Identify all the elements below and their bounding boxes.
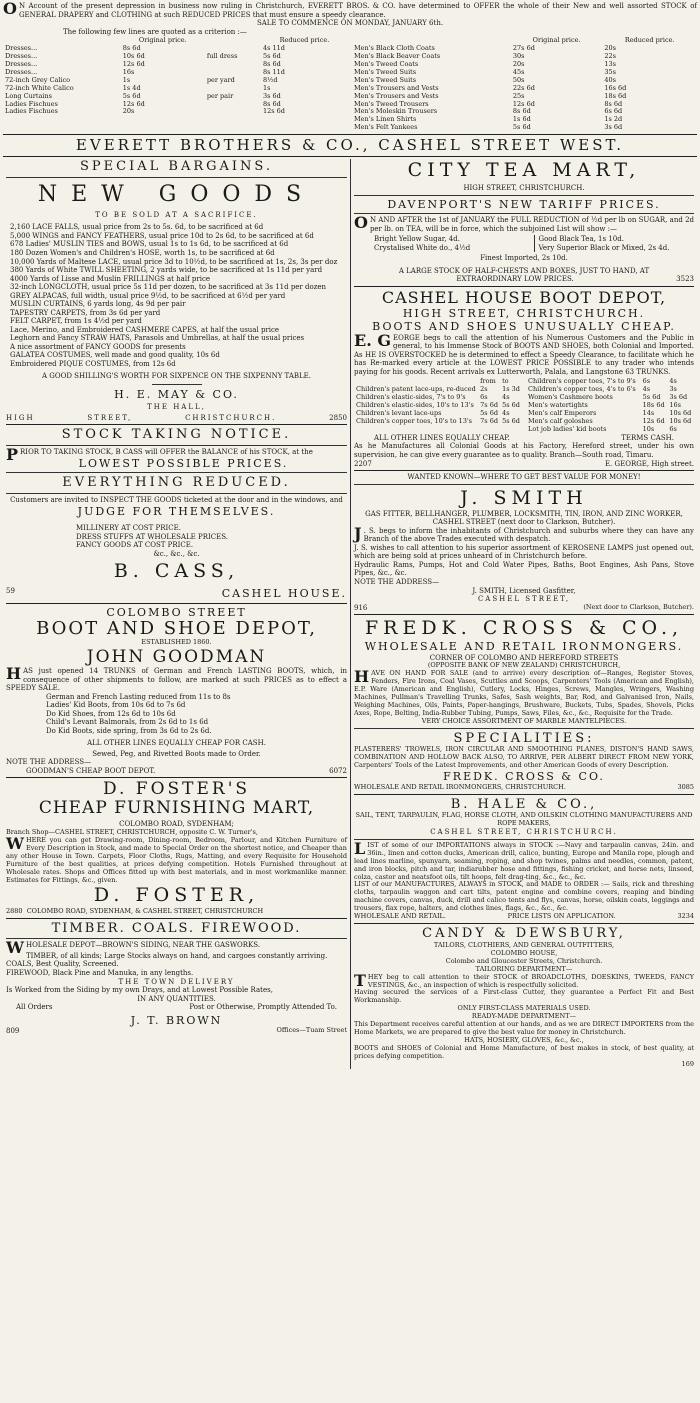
table-cell: 5s 6d [512, 123, 531, 132]
list-item: A nice assortment of FANCY GOODS for presents [10, 342, 186, 351]
candy-body2: Having secured the services of a First-class Cutter, they guarantee a Perfect Fit and Best Workmanship. [354, 988, 694, 1005]
table-cell: 35s [604, 67, 616, 76]
brown-quant: IN ANY QUANTITIES. [137, 994, 216, 1003]
brown-orders-a: All Orders [16, 1003, 53, 1012]
table-cell: 40s [604, 75, 616, 84]
table-row [3, 45, 348, 53]
tea-title: CITY TEA MART, [407, 159, 641, 182]
table-cell: 5s 6d [480, 409, 498, 418]
may-subtitle: TO BE SOLD AT A SACRIFICE. [95, 210, 258, 219]
table-cell: Children's copper toes, 4's to 6's [528, 385, 636, 394]
table-cell: 8s 6d [122, 44, 141, 53]
list-item: FELT CARPET, from 1s 4½d per yard [10, 317, 142, 326]
table-cell: 10s 6d [122, 51, 145, 60]
cass-num: 59 [6, 587, 15, 596]
boot-body: EORGE begs to call the attention of his Numerous Customers and the Public in general, to his Immense Stock of BOOTS AND SHOES, both Colonial and Imported. As HE IS OVERSTOCKED he is determined to effect a Speedy Clearance, to facilitate which he has Re-marked every article at the LOWEST PRICE POSSIBLE to any trader who intends paying for his goods. Recent arrivals ex Lutterworth, Palala, and Langstone 63 TRUNKS. [354, 333, 694, 376]
tea-tariff: DAVENPORT'S NEW TARIFF PRICES. [387, 197, 661, 211]
table-cell: Ladies Fischues [5, 107, 58, 116]
boot-right-table [526, 378, 694, 433]
table-cell: 4s [502, 393, 510, 402]
table-cell: Men's Trousers and Vests [354, 91, 439, 100]
list-item: Crystalised White do., 4½d [374, 243, 471, 252]
table-cell: 18s 6d [604, 91, 627, 100]
goodman-all-other: ALL OTHER LINES EQUALLY CHEAP FOR CASH. [87, 739, 266, 748]
smith-num: 916 [354, 603, 368, 612]
cass-lowest: LOWEST POSSIBLE PRICES. [78, 456, 289, 470]
table-cell: Dresses... [5, 44, 38, 53]
table-cell: Children's copper toes, 10's to 13's [356, 417, 472, 426]
table-cell: Long Curtains [5, 91, 52, 100]
table-cell: 10s 6d [669, 417, 692, 426]
table-cell: 3s 6d [604, 123, 623, 132]
candy-corner: Colombo and Gloucester Streets, Christchurch. [445, 956, 603, 965]
table-cell: 1s 4d [122, 83, 141, 92]
list-item: 5,000 WINGS and FANCY FEATHERS, usual price 10d to 2s 6d, to be sacrificed at 6d [10, 231, 314, 240]
foster-road: COLOMBO ROAD, SYDENHAM; [119, 820, 234, 829]
table-cell: Men's Tweed Coats [354, 59, 419, 68]
may-firm: H. E. MAY & CO. [114, 387, 239, 401]
table-cell: 7s 6d [480, 417, 498, 426]
goodman-est: ESTABLISHED 1860. [141, 638, 212, 647]
table-cell [205, 61, 261, 69]
everett-ad [3, 2, 697, 157]
list-item: DRESS STUFFS AT WHOLESALE PRICES. [76, 532, 228, 541]
table-cell: 12s 6d [122, 99, 145, 108]
table-cell: Men's Tweed Trousers [354, 99, 429, 108]
foster-footer: COLOMBO ROAD, SYDENHAM, & CASHEL STREET, CHRISTCHURCH [26, 906, 264, 915]
candy-house: COLOMBO HOUSE, [490, 948, 558, 957]
goodman-address: GOODMAN'S CHEAP BOOT DEPOT. [26, 766, 156, 775]
table-cell: Men's Tweed Suits [354, 67, 417, 76]
table-cell: 12s 6d [642, 417, 665, 426]
table-cell [205, 108, 261, 116]
goodman-title: BOOT AND SHOE DEPOT, [36, 618, 317, 640]
candy-boots: BOOTS and SHOES of Colonial and Home Manufacture, of best makes in stock, of best quality, at prices defying competition. [354, 1043, 694, 1060]
table-cell: Children's elastic-sides, 7's to 9's [356, 393, 466, 402]
may-item-list [6, 223, 347, 368]
candy-body: HEY beg to call attention to their STOCK of BROADCLOTHS, DOESKINS, TWEEDS, FANCY VESTINGS, &c., an inspection of which is respectfully solicited. [367, 972, 694, 989]
smith-body: . S. begs to inform the inhabitants of Christchurch and suburbs where they can have any Branch of the above Trades executed with despatch. [363, 526, 694, 544]
boot-sub: BOOTS AND SHOES UNUSUALLY CHEAP. [372, 320, 676, 334]
table-cell: 72-inch White Calico [5, 83, 74, 92]
boot-all-other: ALL OTHER LINES EQUALLY CHEAP. [374, 433, 510, 442]
table-cell: 4s 11d [262, 44, 285, 53]
boot-title: CASHEL HOUSE BOOT DEPOT, [381, 288, 667, 308]
table-cell: 8s 6d [512, 107, 531, 116]
goodman-body: AS just opened 14 TRUNKS of German and French LASTING BOOTS, which, in consequence of other shipments to follow, are marked at such PRICES as to effect a SPEEDY SALE. [6, 667, 347, 693]
table-cell: Ladies Fischues [5, 99, 58, 108]
table-cell: 12s 6d [512, 99, 535, 108]
candy-body3: This Department receives careful attention at our hands, and as we are DIRECT IMPORTERS from the Home Markets, we are prepared to give the best value for money in Christchurch. [354, 1020, 694, 1037]
table-cell: 14s [642, 409, 655, 418]
brown-orders-b: Post or Otherwise, Promptly Attended To. [189, 1003, 337, 1012]
goodman-ad: COLOMBO STREET BOOT AND SHOE DEPOT, ESTABLISHED 1860. JOHN GOODMAN HAS just opened 14 TRUNKS of German and French LASTING BOOTS, which, in consequence of other shipments to follow, are marked at such PRICES as to effect a SPEEDY SALE. German and French Lasting reduced from 11s to 8s Ladies' Kid Boots, from 10s 6d to 7s 6d Do Kid Shoes, from 12s 6d to 10s 6d Child's Levant Balmorals, from 2s 6d to 1s 6d Do Kid Boots, side spring, from 3s 6d to 2s 6d. ALL OTHER LINES EQUALLY CHEAP FOR CASH. Sewed, Peg, and Rivetted Boots made to Order. NOTE THE ADDRESS— GOODMAN'S CHEAP BOOT DEPOT. 6072 [6, 605, 347, 775]
hale-ad: B. HALE & CO., SAIL, TENT, TARPAULIN, FLAG, HORSE CLOTH, AND OILSKIN CLOTHING MANUFACTURERS AND ROPE MAKERS, CASHEL STREET, CHRISTCHURCH. LIST of some of our IMPORTATIONS always in STOCK :—Navy and tarpaulin canvas, 24in. and 36in., linen and cotton ducks, American drill, calico, bunting, Europe and Manila rope, plough and lead lines marline, spunyarn, seaming, roping, and shop twines, palms and needles, common, patent, and iron blocks, pitch and tar, indiarubber hose and fittings, fishing cricket, and horse nets, linseed, colza, castor and neatsfoot oils, tilt hoops, felt drag-ting, &c., &c., &c. LIST of our MANUFACTURES, ALWAYS in STOCK, and MADE to ORDER :— Sails, rick and threshing cloths, tarpaulin waggon and cart tilts, patent engine and combine covers, reaping and binding machine covers, canvas, duck, drill and calico tents and flys, canvas, horse, oilskin coats, leggings and trousers, flax rope, halters, and clothes lines, flags, &c., &c., &c. WHOLESALE AND RETAIL. PRICE LISTS ON APPLICATION. 3234 [354, 796, 694, 921]
table-cell: Children's patent lace-ups, re-duced [356, 385, 476, 394]
candy-hats: HATS, HOSIERY, GLOVES, &c., &c., [464, 1035, 584, 1044]
list-item: 4000 Yards of Lisse and Muslin FRILLINGS at half price [10, 274, 211, 283]
foster-title: D. FOSTER'S [102, 779, 251, 800]
brown-num: 809 [6, 1027, 20, 1036]
table-row [3, 53, 348, 61]
table-cell: 5s 6d [502, 417, 520, 426]
table-cell: Dresses... [5, 51, 38, 60]
table-cell: 8s 6d [604, 99, 623, 108]
goodman-street: COLOMBO STREET [106, 605, 247, 619]
everett-quoted: The following few lines are quoted as a criterion :— [63, 27, 247, 36]
table-cell: 4s [669, 377, 677, 386]
cass-etc: &c., &c., &c. [153, 549, 200, 558]
table-cell: 5s 6d [122, 91, 141, 100]
hale-foot-a: WHOLESALE AND RETAIL. [354, 912, 446, 921]
list-item: Lace, Merino, and Embroidered CASHMERE CAPES, at half the usual price [10, 325, 280, 334]
list-item: Embroidered PIQUE COSTUMES, from 12s 6d [10, 359, 176, 368]
list-item: 380 Yards of White TWILL SHEETING, 2 yards wide, to be sacrificed at 1s 11d per yard [10, 266, 323, 275]
table-cell: Children's elastic-sides, 10's to 13's [356, 401, 474, 410]
everett-left-table: Original price. Reduced price. Dresses... 8s 6d 4s 11d Dresses... 10s 6d full dress 5s 6d Dresses... 12s 6d 8s 6d Dresses... 16s 8s 11d 72-inch Grey Calico 1s per yard 8½d 72-inch White Calico 1s 4d 1s Long Curtains 5s 6d per pair 3s 6d Ladies Fischues 12s 6d 8s 6d Ladies Fischues 20s 12s 6d [3, 37, 348, 116]
tea-right-list [534, 235, 695, 252]
cross-spec: SPECIALITIES: [453, 730, 595, 746]
hale-body: IST of some of our IMPORTATIONS always in STOCK :—Navy and tarpaulin canvas, 24in. and 36in., linen and cotton ducks, American drill, calico, bunting, Europe and Manila rope, plough and lead lines marline, spunyarn, seaming, roping, and shop twines, palms and needles, common, patent, and iron blocks, pitch and tar, indiarubber hose and fittings, fishing cricket, and horse nets, linseed, colza, castor and neatsfoot oils, tilt hoops, felt drag-ting, &c., &c., &c. [354, 840, 694, 881]
table-cell: 8s 6d [262, 99, 281, 108]
list-item: Good Black Tea, 1s 10d. [538, 235, 624, 244]
table-cell: 6s [669, 425, 677, 434]
tea-ad: CITY TEA MART, HIGH STREET, CHRISTCHURCH. DAVENPORT'S NEW TARIFF PRICES. O N AND AFTER the 1st of JANUARY the FULL REDUCTION of ½d per lb on SUGAR, and 2d per lb. on TEA, will be in force, which the subjoined List will show :— Bright Yellow Sugar, 4d. Crystalised White do., 4½d Good Black Tea, 1s 10d. Very Superior Black or Mixed, 2s 4d. Finest Imported, 2s 10d. A LARGE STOCK OF HALF-CHESTS AND BOXES, JUST TO HAND, AT EXTRAORDINARY LOW PRICES. 3523 [354, 159, 694, 284]
cross-choice: VERY CHOICE ASSORTMENT OF MARBLE MANTELPIECES. [421, 716, 627, 725]
table-cell: 3s 6d [669, 393, 688, 402]
table-cell: Men's watertights [528, 401, 588, 410]
table-cell: 10s [642, 425, 655, 434]
tea-finest: Finest Imported, 2s 10d. [480, 254, 568, 263]
cass-name: B. CASS, [113, 560, 240, 583]
smith-addr: CASHEL STREET (next door to Clarkson, Butcher). [432, 518, 616, 527]
left-column [3, 159, 350, 1068]
cass-body: RIOR TO TAKING STOCK, B CASS will OFFER the BALANCE of his STOCK, at the [20, 448, 313, 457]
foster-body: HERE you can get Drawing-room, Dining-room, Bedroom, Parlour, and Kitchen Furniture of Every Description in Stock, and made to Special Order on the shortest notice, and Cheaper than any other House in Town. Carpets, Floor Cloths, Rugs, Matting, and every Requisite for Household Furniture of the best qualities, at prices defying competition. Hotels Furnished throughout at Wholesale rates. Shops and Offices fitted up with best materials, and in most workmanlike manner. Estimates for Fittings, &c., given. [6, 835, 347, 884]
list-item: TAPESTRY CARPETS, from 3s 6d per yard [10, 308, 161, 317]
everett-right-table: Original price. Reduced price. Men's Black Cloth Coats 27s 6d 20s Men's Black Beaver Coats 30s 22s Men's Tweed Coats 20s 13s Men's Tweed Suits 45s 35s Men's Tweed Suits 50s 40s Men's Trousers and Vests 22s 6d 16s 6d Men's Trousers and Vests 25s 18s 6d Men's Tweed Trousers 12s 6d 8s 6d Men's Moleskin Trousers 8s 6d 6s 6d Men's Linen Shirts 1s 6d 1s 2d Men's Felt Yankees 5s 6d 3s 6d [352, 37, 697, 132]
hale-street: CASHEL STREET, CHRISTCHURCH. [430, 828, 618, 837]
table-cell: Men's Felt Yankees [354, 123, 418, 132]
table-cell: 5s 6d [262, 51, 281, 60]
list-item: MUSLIN CURTAINS, 6 yards long, 4s 9d per pair [10, 300, 186, 309]
boot-manuf: As he Manufactures all Colonial Goods at his Factory, Hereford street, under his own supervision, he can give every guarantee as to quality. Branch—South road, Timaru. [354, 442, 694, 459]
foster-ad: D. FOSTER'S CHEAP FURNISHING MART, COLOMBO ROAD, SYDENHAM; Branch Shop—CASHEL STREET, CHRISTCHURCH, opposite C. W. Turner's, WHERE you can get Drawing-room, Dining-room, Bedroom, Parlour, and Kitchen Furniture of Every Description in Stock, and made to Special Order on the shortest notice, and Cheaper than any other House in Town. Carpets, Floor Cloths, Rugs, Matting, and every Requisite for Household Furniture of the best qualities, at prices defying competition. Hotels Furnished throughout at Wholesale rates. Shops and Offices fitted up with best materials, and in most workmanlike manner. Estimates for Fittings, &c., given. D. FOSTER, 2880 COLOMBO ROAD, SYDENHAM, & CASHEL STREET, CHRISTCHURCH [6, 779, 347, 915]
candy-rdept: READY-MADE DEPARTMENT— [471, 1012, 577, 1021]
candy-tdept: TAILORING DEPARTMENT— [475, 964, 573, 973]
table-cell: 1s 2d [604, 115, 623, 124]
table-cell: 72-inch Grey Calico [5, 75, 71, 84]
table-cell: 16s [669, 401, 681, 410]
foster-title2: CHEAP FURNISHING MART, [38, 798, 315, 819]
table-cell: 20s [122, 107, 135, 116]
table-cell: 8s 11d [262, 67, 285, 76]
boot-addr: HIGH STREET, CHRISTCHURCH. [402, 307, 646, 321]
table-cell: 1s 6d [512, 115, 531, 124]
brown-town: THE TOWN DELIVERY [118, 977, 235, 986]
brown-firewood: FIREWOOD, Black Pine and Manuka, in any lengths. [6, 968, 194, 977]
brown-timber: TIMBER, of all kinds; Large Stocks always on hand, and cargoes constantly arriving. [25, 951, 328, 960]
table-cell: 12s 6d [262, 107, 285, 116]
everett-sale-line: SALE TO COMMENCE ON MONDAY, JANUARY 6th. [256, 19, 444, 28]
table-cell: 3s [669, 385, 677, 394]
table-cell: 1s [262, 83, 271, 92]
table-cell: 20s [512, 59, 525, 68]
list-item: Child's Levant Balmorals, from 2s 6d to 1s 6d [46, 718, 209, 727]
everett-intro: O N Account of the present depression in business now ruling in Christchurch, EVERETT BROS. & CO. have determined to OFFER the whole of their New and well assorted STOCK of GENERAL DRAPERY and CLOTHING at such REDUCED PRICES that must ensure a speedy clearance. [3, 0, 697, 19]
cass-house: CASHEL HOUSE. [221, 587, 347, 601]
list-item: 180 Dozen Women's and Children's HOSE, worth 1s, to be sacrificed at 6d [10, 249, 275, 257]
list-item: 32-inch LONGCLOTH, usual price 5s 11d per dozen, to be sacrificed at 3s 11d per dozen [10, 283, 327, 292]
cross-spec-body: PLASTERERS' TROWELS, IRON CIRCULAR AND SMOOTHING PLANES, DISTON'S HAND SAWS, COMBINATION AND HOLLOW BACK ALSO, TO ARRIVE, PER ALBERT DIRECT FROM NEW YORK, Carpenters' Tools of the Latest Improvements, and other American Goods of every Description. [354, 745, 694, 770]
right-column [350, 159, 697, 1068]
hale-sub: SAIL, TENT, TARPAULIN, FLAG, HORSE CLOTH, AND OILSKIN CLOTHING MANUFACTURERS AND ROPE MAKERS, [355, 811, 693, 828]
cass-heading: STOCK TAKING NOTICE. [61, 427, 292, 443]
table-cell: 25s [512, 91, 525, 100]
candy-ad: CANDY & DEWSBURY, TAILORS, CLOTHIERS, AND GENERAL OUTFITTERS, COLOMBO HOUSE, Colombo and Gloucester Streets, Christchurch. TAILORING DEPARTMENT— THEY beg to call attention to their STOCK of BROADCLOTHS, DOESKINS, TWEEDS, FANCY VESTINGS, &c., an inspection of which is respectfully solicited. Having secured the services of a First-class Cutter, they guarantee a Perfect Fit and Best Workmanship. ONLY FIRST-CLASS MATERIALS USED. READY-MADE DEPARTMENT— This Department receives careful attention at our hands, and as we are DIRECT IMPORTERS from the Home Markets, we are prepared to give the best value for money in Christchurch. HATS, HOSIERY, GLOVES, &c., &c., BOOTS and SHOES of Colonial and Home Manufacture, of best makes in stock, of best quality, at prices defying competition. 169 [354, 926, 694, 1068]
table-cell: Men's calf goloshes [528, 417, 593, 426]
brown-name: J. T. BROWN [130, 1013, 223, 1027]
list-item: GALATEA COSTUMES, well made and good quality, 10s 6d [10, 351, 220, 360]
cass-lines [6, 524, 347, 550]
tea-extra: EXTRAORDINARY LOW PRICES. [456, 275, 574, 284]
list-item: Ladies' Kid Boots, from 10s 6d to 7s 6d [46, 701, 186, 710]
table-row [526, 426, 694, 434]
list-item: Do Kid Shoes, from 12s 6d to 10s 6d [46, 709, 176, 718]
smith-sig: J. SMITH, Licensed Gasfitter, [472, 586, 576, 595]
table-cell: 20s [604, 44, 616, 53]
table-cell: Lot job ladies' kid boots [528, 425, 607, 434]
foster-num: 2880 [6, 906, 23, 915]
table-row [3, 61, 348, 69]
boot-num: 2207 [354, 459, 372, 468]
table-cell: Men's Trousers and Vests [354, 83, 439, 92]
smith-body2: J. S. wishes to call attention to his superior assortment of KEROSENE LAMPS just opened out, which are being sold at prices unheard of in Christchurch before. [354, 543, 694, 561]
smith-name: J. SMITH [460, 486, 588, 509]
may-heading: SPECIAL BARGAINS. [80, 159, 273, 175]
cross-ad: FREDK. CROSS & CO., WHOLESALE AND RETAIL IRONMONGERS. CORNER OF COLOMBO AND HEREFORD STREETS (OPPOSITE BANK OF NEW ZEALAND) CHRISTCHURCH, HAVE ON HAND FOR SALE (and to arrive) every description of—Ranges, Register Stoves, Fenders, Fire Irons, Coal Vases, Scuttles and Scoops, Carpenters' Tools (American and English), E.P. Ware (American and English), Cutlery, Locks, Hinges, Screws, Mangles, Wringers, Washing Machines, Pullman's Travelling Trunks, Safes, Sash weights, Bar, Rod, and Galvanised Iron, Nails, Weighing Machines, Oils, Paints, Paper-hangings, Brushware, Buckets, Tubs, Spades, Shovels, Picks Axes, Rope, Belting, India-Rubber Tubing, Pumps, Saws, Files, &c., &c., Requisite for the Trade. VERY CHOICE ASSORTMENT OF MARBLE MANTELPIECES. SPECIALITIES: PLASTERERS' TROWELS, IRON CIRCULAR AND SMOOTHING PLANES, DISTON'S HAND SAWS, COMBINATION AND HOLLOW BACK ALSO, TO ARRIVE, PER ALBERT DIRECT FROM NEW YORK, Carpenters' Tools of the Latest Improvements, and other American Goods of every Description. FREDK. CROSS & CO. WHOLESALE AND RETAIL IRONMONGERS, CHRISTCHURCH. 3085 [354, 617, 694, 791]
everett-banner: EVERETT BROTHERS & CO., CASHEL STREET WEST. [75, 136, 625, 155]
table-cell: Men's Moleskin Trousers [354, 107, 438, 116]
table-cell: Men's calf Emperors [528, 409, 597, 418]
table-cell [205, 101, 261, 109]
smith-pumps: Hydraulic Rams, Pumps, Hot and Cold Water Pipes, Baths, Boot Engines, Ash Pans, Stove Pipes, &c., &c. [354, 560, 694, 578]
cross-num: 3085 [677, 782, 694, 791]
list-item: German and French Lasting reduced from 11s to 8s [46, 692, 231, 701]
may-ad [6, 159, 347, 422]
hale-foot-b: PRICE LISTS ON APPLICATION. [507, 912, 616, 921]
table-cell: 30s [512, 51, 525, 60]
table-cell: 3s 6d [262, 91, 281, 100]
table-cell: 7s 6d [480, 401, 498, 410]
list-item: Very Superior Black or Mixed, 2s 4d. [538, 243, 670, 252]
hale-num: 3234 [677, 912, 694, 921]
cass-judge: JUDGE FOR THEMSELVES. [77, 504, 276, 518]
table-row [3, 108, 348, 116]
table-cell: 45s [512, 67, 525, 76]
table-cell: Men's Black Beaver Coats [354, 51, 441, 60]
everett-initial: O [3, 0, 17, 18]
table-cell: Men's Tweed Suits [354, 75, 417, 84]
table-cell: 4s [502, 409, 510, 418]
list-item: FANCY GOODS AT COST PRICE. [76, 541, 194, 550]
tea-left-list [374, 235, 530, 252]
table-cell: Women's Cashmere boots [528, 393, 613, 402]
table-cell: 6s [642, 377, 651, 386]
table-cell: Children's copper toes, 7's to 9's [528, 377, 636, 386]
tea-body: N AND AFTER the 1st of JANUARY the FULL REDUCTION of ½d per lb on SUGAR, and 2d per lb. on TEA, will be in force, which the subjoined List will show :— [369, 216, 694, 233]
goodman-sewed: Sewed, Peg, and Rivetted Boots made to Order. [92, 749, 261, 758]
brown-offices: Offices—Tuam Street [276, 1026, 347, 1035]
boot-left-table: from to Children's patent lace-ups, re-duced 2s 1s 3d Children's elastic-sides, 7's to 9's 6s 4s Children's elastic-sides, 10's to 13's 7s 6d 5s 6d Children's levant lace-ups 5s 6d 4s Children's copper toes, 10's to 13's 7s 6d 5s 6d [354, 378, 522, 426]
table-cell: Dresses... [5, 67, 38, 76]
cross-sub: WHOLESALE AND RETAIL IRONMONGERS. [364, 640, 684, 654]
may-title: NEW GOODS [37, 182, 316, 208]
brown-coals: COALS, Best Quality, Screened. [6, 960, 119, 969]
cross-title: FREDK. CROSS & CO., [364, 617, 684, 640]
goodman-name: JOHN GOODMAN [86, 647, 267, 668]
cass-everything: EVERYTHING REDUCED. [62, 475, 291, 491]
table-cell: per yard [206, 75, 235, 84]
table-cell: 6s 6d [604, 107, 623, 116]
table-cell: 16s [122, 67, 135, 76]
tea-addr: HIGH STREET, CHRISTCHURCH. [463, 184, 585, 193]
smith-wanted: WANTED KNOWN—WHERE TO GET BEST VALUE FOR MONEY! [407, 473, 641, 482]
boot-ad: CASHEL HOUSE BOOT DEPOT, HIGH STREET, CHRISTCHURCH. BOOTS AND SHOES UNUSUALLY CHEAP. E. G EORGE begs to call the attention of his Numerous Customers and the Public in general, to his Immense Stock of BOOTS AND SHOES, both Colonial and Imported. As HE IS OVERSTOCKED he is determined to effect a Speedy Clearance, to facilitate which he has Re-marked every article at the LOWEST PRICE POSSIBLE to any trader who intends paying for his goods. Recent arrivals ex Lutterworth, Palala, and Langstone 63 TRUNKS. from to Children's patent lace-ups, re-duced 2s 1s 3d Children's elastic-sides, 7's to 9's 6s 4s Children's elastic-sides, 10's to 13's 7s 6d 5s 6d Children's levant lace-ups 5s 6d 4s Children's copper toes, 10's to 13's 7s 6d 5s 6d Children's copper toes, 7's to 9's 6s 4s Children's copper toes, 4's to 6's 4s 3s Women's Cashmere boots 5s 6d 3s 6d Men's watertights 18s 6d 16s Men's calf Emperors 14s 10s 6d Men's calf goloshes 12s 6d 10s 6d Lot job ladies' kid boots 10s 6s ALL OTHER LINES EQUALLY CHEAP. TERMS CASH. As he Manufactures all Colonial Goods at his Factory, Hereford street, under his own supervision, he can give every guarantee as to quality. Branch—South road, Timaru. 2207 E. GEORGE, High street. [354, 288, 694, 468]
table-cell: 5s 6d [642, 393, 661, 402]
table-cell: 22s [604, 51, 616, 60]
goodman-num: 6072 [329, 766, 347, 775]
list-item: Leghorn and Fancy STRAW HATS, Parasols and Umbrellas, at half the usual prices [10, 334, 305, 343]
table-cell: 1s 3d [502, 385, 520, 394]
list-item: MILLINERY AT COST PRICE. [76, 524, 181, 533]
smith-next: (Next door to Clarkson, Butcher). [583, 602, 694, 611]
boot-sig: E. GEORGE, High street. [604, 459, 694, 468]
foster-name: D. FOSTER, [93, 884, 260, 907]
cross-opp: (OPPOSITE BANK OF NEW ZEALAND) CHRISTCHURCH, [427, 661, 621, 670]
table-cell: Men's Linen Shirts [354, 115, 417, 124]
may-address: HIGH STREET, CHRISTCHURCH. 2850 [6, 413, 347, 422]
list-item: Bright Yellow Sugar, 4d. [374, 235, 460, 244]
candy-only: ONLY FIRST-CLASS MATERIALS USED. [457, 1004, 591, 1013]
smith-street: CASHEL STREET, [477, 595, 571, 604]
list-item: 678 Ladies' MUSLIN TIES and BOWS, usual 1s to 1s 6d, to be sacrificed at 6d [10, 240, 289, 249]
table-cell: 5s 6d [502, 401, 520, 410]
list-item: 10,000 Yards of Maltese LACE, usual price 3d to 10½d, to be sacrificed at 1s, 2s, 3s per doz [10, 257, 338, 266]
candy-title: CANDY & DEWSBURY, [422, 926, 626, 942]
cross-corner: CORNER OF COLOMBO AND HEREFORD STREETS [429, 653, 619, 662]
list-item: GREY ALPACAS, full width, usual price 9½d, to be sacrificed at 6½d per yard [10, 291, 286, 300]
table-cell: 18s 6d [642, 401, 665, 410]
table-row [354, 418, 522, 426]
table-cell: 16s 6d [604, 83, 627, 92]
brown-title: TIMBER. COALS. FIREWOOD. [51, 920, 302, 936]
boot-terms: TERMS CASH. [621, 433, 674, 442]
table-cell: 1s [122, 75, 131, 84]
smith-note: NOTE THE ADDRESS— [354, 578, 440, 587]
list-item: 2,160 LACE FALLS, usual price from 2s to 5s. 6d, to be sacrificed at 6d [10, 223, 264, 232]
table-row [352, 124, 697, 132]
cass-invite: Customers are invited to INSPECT THE GOODS ticketed at the door and in the windows, and [10, 496, 343, 505]
candy-sub: TAILORS, CLOTHIERS, AND GENERAL OUTFITTERS, [433, 940, 615, 949]
goodman-items [6, 693, 347, 736]
hale-title: B. HALE & CO., [450, 796, 598, 812]
cross-sig2: WHOLESALE AND RETAIL IRONMONGERS, CHRISTCHURCH. [354, 782, 566, 791]
table-cell: Dresses... [5, 59, 38, 68]
list-item: Do Kid Boots, side spring, from 3s 6d to 2s 6d. [46, 726, 212, 735]
smith-trades: GAS FITTER, BELLHANGER, PLUMBER, LOCKSMITH, TIN, IRON, AND ZINC WORKER, [365, 509, 683, 518]
tea-num: 3523 [676, 275, 694, 284]
foster-branch: Branch Shop—CASHEL STREET, CHRISTCHURCH, opposite C. W. Turner's, [6, 827, 258, 836]
table-cell: 4s [642, 385, 651, 394]
tea-stock: A LARGE STOCK OF HALF-CHESTS AND BOXES, JUST TO HAND, AT [398, 266, 650, 275]
brown-depot: HOLESALE DEPOT—BROWN'S SIDING, NEAR THE GASWORKS. [25, 941, 261, 950]
hale-body2: LIST of our MANUFACTURES, ALWAYS in STOCK, and MADE to ORDER :— Sails, rick and threshing cloths, tarpaulin waggon and cart tilts, patent engine and combine covers, reaping and binding machine covers, canvas, duck, drill and calico tents and flys, canvas, horse, oilskin coats, leggings and trousers, flax rope, halters, and clothes lines, flags, &c., &c., &c. [354, 880, 694, 913]
cross-sig: FREDK. CROSS & CO. [443, 770, 605, 784]
cass-ad: STOCK TAKING NOTICE. PRIOR TO TAKING STOCK, B CASS will OFFER the BALANCE of his STOCK, at the LOWEST POSSIBLE PRICES. EVERYTHING REDUCED. Customers are invited to INSPECT THE GOODS ticketed at the door and in the windows, and JUDGE FOR THEMSELVES. MILLINERY AT COST PRICE. DRESS STUFFS AT WHOLESALE PRICES. FANCY GOODS AT COST PRICE. &c., &c., &c. B. CASS, 59 CASHEL HOUSE. [6, 427, 347, 601]
table-cell: 13s [604, 59, 616, 68]
smith-ad: WANTED KNOWN—WHERE TO GET BEST VALUE FOR MONEY! J. SMITH GAS FITTER, BELLHANGER, PLUMBER, LOCKSMITH, TIN, IRON, AND ZINC WORKER, CASHEL STREET (next door to Clarkson, Butcher). J . S. begs to inform the inhabitants of Christchurch and suburbs where they can have any Branch of the above Trades executed with despatch. J. S. wishes to call attention to his superior assortment of KEROSENE LAMPS just opened out, which are being sold at prices unheard of in Christchurch before. Hydraulic Rams, Pumps, Hot and Cold Water Pipes, Baths, Boot Engines, Ash Pans, Stove Pipes, &c., &c. NOTE THE ADDRESS— J. SMITH, Licensed Gasfitter, CASHEL STREET, 916 (Next door to Clarkson, Butcher). [354, 473, 694, 612]
table-cell: 6s [480, 393, 488, 402]
cross-body: AVE ON HAND FOR SALE (and to arrive) every description of—Ranges, Register Stoves, Fenders, Fire Irons, Coal Vases, Scuttles and Scoops, Carpenters' Tools (American and English), E.P. Ware (American and English), Cutlery, Locks, Hinges, Screws, Mangles, Wringers, Washing Machines, Pullman's Travelling Trunks, Safes, Sash weights, Bar, Rod, and Galvanised Iron, Nails, Weighing Machines, Oils, Paints, Paper-hangings, Brushware, Buckets, Tubs, Spades, Shovels, Picks Axes, Rope, Belting, India-Rubber Tubing, Pumps, Saws, Files, &c., &c., Requisite for the Trade. [354, 669, 694, 717]
table-cell: per pair [206, 91, 234, 100]
table-cell: 27s 6d [512, 44, 535, 53]
may-hall: THE HALL, [147, 403, 206, 412]
table-cell: 22s 6d [512, 83, 535, 92]
table-cell: 10s 6d [669, 409, 692, 418]
brown-ad: TIMBER. COALS. FIREWOOD. WHOLESALE DEPOT—BROWN'S SIDING, NEAR THE GASWORKS. TIMBER, of all kinds; Large Stocks always on hand, and cargoes constantly arriving. COALS, Best Quality, Screened. FIREWOOD, Black Pine and Manuka, in any lengths. THE TOWN DELIVERY Is Worked from the Siding by my own Drays, and at Lowest Possible Rates, IN ANY QUANTITIES. All Orders Post or Otherwise, Promptly Attended To. J. T. BROWN 809 Offices—Tuam Street [6, 920, 347, 1036]
goodman-note: NOTE THE ADDRESS— [6, 758, 92, 767]
table-cell: 2s [480, 385, 488, 394]
table-cell: Children's levant lace-ups [356, 409, 442, 418]
table-cell: 12s 6d [122, 59, 145, 68]
table-cell: 50s [512, 75, 525, 84]
table-cell: full dress [206, 51, 238, 60]
brown-worked: Is Worked from the Siding by my own Drays, and at Lowest Possible Rates, [6, 986, 273, 995]
may-shilling: A GOOD SHILLING'S WORTH FOR SIXPENCE ON THE SIXPENNY TABLE. [41, 372, 312, 381]
table-cell: Men's Black Cloth Coats [354, 44, 435, 53]
candy-num: 169 [681, 1059, 694, 1068]
table-cell: 8s 6d [262, 59, 281, 68]
table-row [3, 85, 348, 93]
table-cell: 8½d [262, 75, 278, 84]
